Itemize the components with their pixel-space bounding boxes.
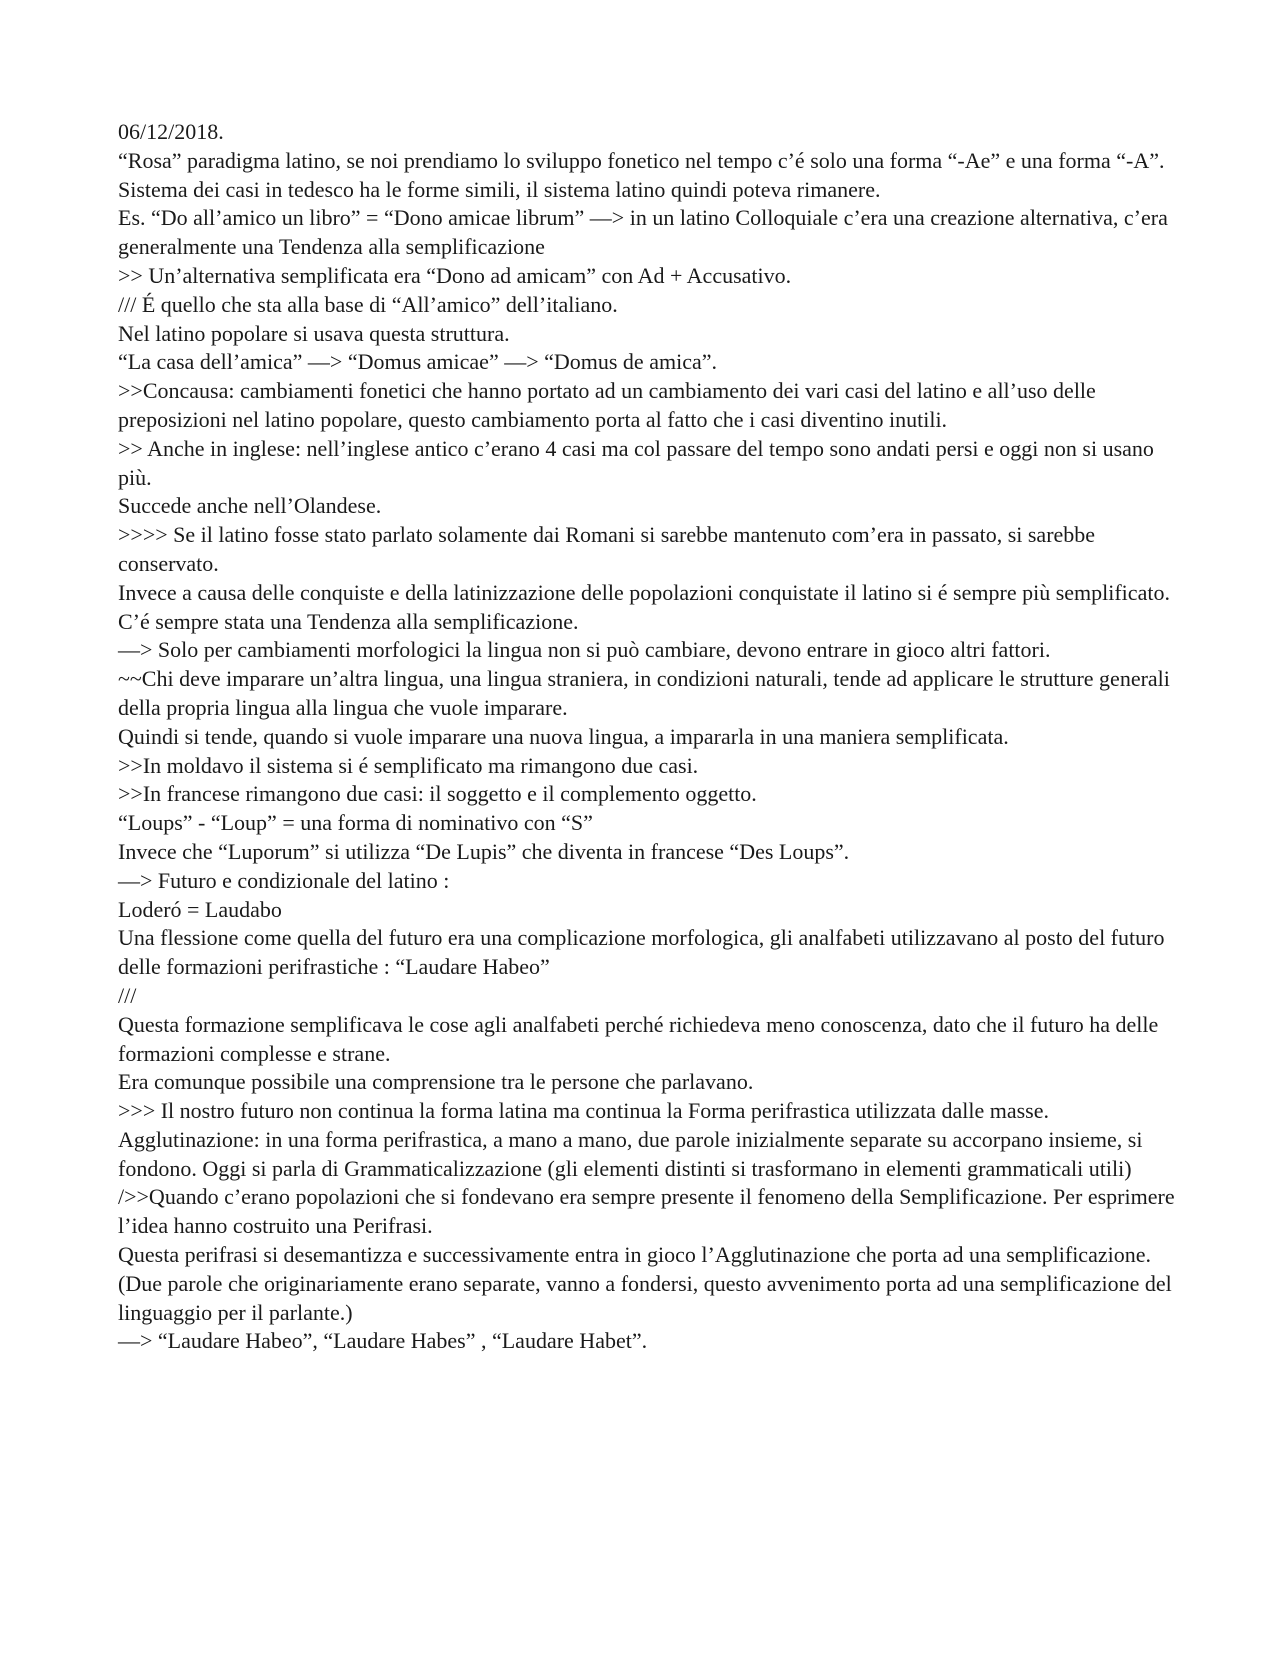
paragraph: “Loups” - “Loup” = una forma di nominativo con “S” (118, 810, 593, 836)
paragraph: >>In francese rimangono due casi: il soggetto e il complemento oggetto. (118, 781, 757, 807)
paragraph: —> Solo per cambiamenti morfologici la lingua non si può cambiare, devono entrare in gioco altri fattori. (118, 637, 1051, 663)
paragraph: Agglutinazione: in una forma perifrastica, a mano a mano, due parole inizialmente separate su accorpano insieme, si fondono. Oggi si parla di Grammaticalizzazione (gli elementi distinti si trasformano in elementi grammaticali utili) (118, 1126, 1143, 1181)
paragraph: >> Anche in inglese: nell’inglese antico c’erano 4 casi ma col passare del tempo sono andati persi e oggi non si usano più. (118, 435, 1154, 490)
paragraph: Questa perifrasi si desemantizza e successivamente entra in gioco l’Agglutinazione che porta ad una semplificazione. (Due parole che originariamente erano separate, vanno a fondersi, questo avvenimento porta ad una semplificazione del linguaggio per il parlante.) (118, 1242, 1172, 1325)
paragraph: Es. “Do all’amico un libro” = “Dono amicae librum” —> in un latino Colloquiale c’era una creazione alternativa, c’era generalmente una Tendenza alla semplificazione (118, 205, 1168, 260)
paragraph: />>Quando c’erano popolazioni che si fondevano era sempre presente il fenomeno della Semplificazione. Per esprimere l’idea hanno costruito una Perifrasi. (118, 1184, 1175, 1239)
paragraph: Una flessione come quella del futuro era una complicazione morfologica, gli analfabeti utilizzavano al posto del futuro delle formazioni perifrastiche : “Laudare Habeo” (118, 925, 1165, 980)
paragraph: /// É quello che sta alla base di “All’amico” dell’italiano. (118, 291, 618, 317)
paragraph: “Rosa” paradigma latino, se noi prendiamo lo sviluppo fonetico nel tempo c’é solo una forma “-Ae” e una forma “-A”. (118, 147, 1165, 173)
paragraph: “La casa dell’amica” —> “Domus amicae” —> “Domus de amica”. (118, 349, 717, 375)
paragraph: /// (118, 982, 137, 1008)
paragraph: Era comunque possibile una comprensione tra le persone che parlavano. (118, 1069, 754, 1095)
paragraph: Nel latino popolare si usava questa struttura. (118, 320, 510, 346)
paragraph: Questa formazione semplificava le cose agli analfabeti perché richiedeva meno conoscenza, dato che il futuro ha delle formazioni complesse e strane. (118, 1011, 1159, 1066)
paragraph: ~~Chi deve imparare un’altra lingua, una lingua straniera, in condizioni naturali, tende ad applicare le strutture generali della propria lingua alla lingua che vuole imparare. (118, 666, 1170, 720)
paragraph: —> “Laudare Habeo”, “Laudare Habes” , “Laudare Habet”. (118, 1328, 648, 1354)
paragraph: Quindi si tende, quando si vuole imparare una nuova lingua, a impararla in una maniera semplificata. (118, 723, 1009, 749)
paragraph: Invece che “Luporum” si utilizza “De Lupis” che diventa in francese “Des Loups”. (118, 838, 850, 864)
paragraph: >>Concausa: cambiamenti fonetici che hanno portato ad un cambiamento dei vari casi del latino e all’uso delle preposizioni nel latino popolare, questo cambiamento porta al fatto che i casi diventino inutili. (118, 378, 1096, 432)
paragraph: >> Un’alternativa semplificata era “Dono ad amicam” con Ad + Accusativo. (118, 262, 792, 288)
paragraph: >>In moldavo il sistema si é semplificato ma rimangono due casi. (118, 752, 699, 778)
paragraph: Succede anche nell’Olandese. (118, 493, 382, 519)
paragraph: C’é sempre stata una Tendenza alla semplificazione. (118, 608, 579, 634)
paragraph: >>> Il nostro futuro non continua la forma latina ma continua la Forma perifrastica utilizzata dalle masse. (118, 1098, 1049, 1124)
paragraph: —> Futuro e condizionale del latino : (118, 867, 450, 893)
document-body (118, 118, 1178, 1356)
date-line: 06/12/2018. (118, 119, 224, 144)
paragraph: Sistema dei casi in tedesco ha le forme simili, il sistema latino quindi poteva rimanere. (118, 176, 881, 202)
paragraph: Loderó = Laudabo (118, 896, 282, 922)
paragraph: >>>> Se il latino fosse stato parlato solamente dai Romani si sarebbe mantenuto com’era in passato, si sarebbe conservato. (118, 522, 1096, 576)
paragraph: Invece a causa delle conquiste e della latinizzazione delle popolazioni conquistate il latino si é sempre più semplificato. (118, 579, 1170, 605)
